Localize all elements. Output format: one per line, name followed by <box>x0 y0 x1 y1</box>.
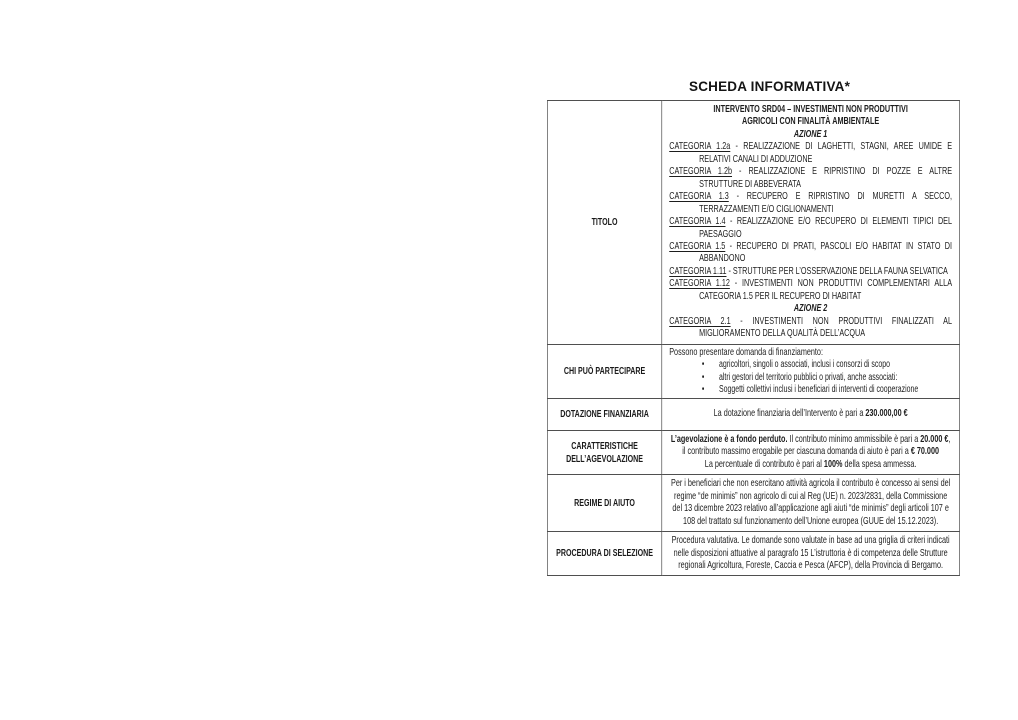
categoria-item <box>669 216 952 241</box>
info-table <box>547 100 953 576</box>
categoria-text: - RECUPERO E RIPRISTINO DI MURETTI A SECCO, TERRAZZAMENTI E/O CIGLIONAMENTI <box>699 191 953 215</box>
categoria-item <box>669 141 952 166</box>
row-content-dotazione <box>662 399 960 430</box>
intervento-heading-line2: AGRICOLI CON FINALITÀ AMBIENTALE <box>742 116 880 128</box>
list-item <box>669 372 952 384</box>
row-label-chi-puo: CHI PUÒ PARTECIPARE <box>547 344 661 399</box>
categoria-item <box>669 278 952 303</box>
agevolazione-bold-intro: L’agevolazione è a fondo perduto. <box>670 433 788 445</box>
document-title: SCHEDA INFORMATIVA* <box>689 79 851 94</box>
categoria-label: CATEGORIA 1.11 <box>669 265 727 277</box>
row-content-procedura: Procedura valutativa. Le domande sono valutate in base ad una griglia di criteri indicati nelle disposizioni attuative al paragrafo 15 L’istruttoria è di competenza delle Strutture regionali Agricoltura, Foreste, Caccia e Pesca (AFCP), della Provincia di Bergamo. <box>662 532 960 576</box>
categoria-text: - REALIZZAZIONE E RIPRISTINO DI POZZE E ALTRE STRUTTURE DI ABBEVERATA <box>699 166 953 190</box>
list-item <box>669 384 952 396</box>
categoria-text: - INVESTIMENTI NON PRODUTTIVI COMPLEMENTARI ALLA CATEGORIA 1.5 PER IL RECUPERO DI HABITAT <box>699 278 953 302</box>
list-item <box>669 359 952 371</box>
row-dotazione-finanziaria <box>547 399 959 430</box>
row-chi-puo-partecipare <box>547 344 959 399</box>
row-caratteristiche <box>547 430 959 474</box>
categoria-label: CATEGORIA 2.1 <box>669 315 731 327</box>
categoria-item <box>669 266 952 278</box>
row-content-chi-puo <box>662 344 960 399</box>
row-content-caratteristiche <box>662 430 960 474</box>
categoria-text: - STRUTTURE PER L’OSSERVAZIONE DELLA FAUNA SELVATICA <box>728 265 948 277</box>
row-label-caratteristiche: CARATTERISTICHE DELL’AGEVOLAZIONE <box>547 430 661 474</box>
categoria-label: CATEGORIA 1.3 <box>669 191 729 203</box>
bullet-icon: • <box>701 359 705 371</box>
categoria-label: CATEGORIA 1.12 <box>669 278 730 290</box>
azione-1-heading: AZIONE 1 <box>793 128 828 140</box>
categoria-text: - REALIZZAZIONE DI LAGHETTI, STAGNI, AREE UMIDE E RELATIVI CANALI DI ADDUZIONE <box>699 141 953 165</box>
row-titolo <box>547 101 959 345</box>
row-content-titolo <box>662 101 960 345</box>
percentuale-paragraph <box>671 459 951 471</box>
percentuale-value: 100% <box>823 458 843 470</box>
list-item-text: agricoltori, singoli o associati, inclusi i consorzi di scopo <box>718 359 890 371</box>
row-regime-di-aiuto <box>547 475 959 532</box>
row-procedura-di-selezione <box>547 532 959 576</box>
categoria-label: CATEGORIA 1.4 <box>669 216 726 228</box>
categoria-item <box>669 191 952 216</box>
row-label-procedura: PROCEDURA DI SELEZIONE <box>547 532 661 576</box>
agevolazione-text1: Il contributo minimo ammissibile è pari a <box>787 433 921 445</box>
list-item-text: Soggetti collettivi inclusi i beneficiari di interventi di cooperazione <box>718 383 919 395</box>
beneficiari-list <box>669 359 952 396</box>
categoria-label: CATEGORIA 1.2a <box>669 141 731 153</box>
agevolazione-paragraph <box>671 434 951 459</box>
categoria-label: CATEGORIA 1.2b <box>669 166 733 178</box>
row-content-regime: Per i beneficiari che non esercitano attività agricola il contributo è concesso ai sensi del regime “de minimis” non agricolo di cui al Reg (UE) n. 2023/2831, della Commissione del 13 dicembre 2023 relativo all’applicazione agli aiuti “de minimis” degli articoli 107 e 108 del trattato sul funzionamento dell’Unione europea (GUUE del 15.12.2023). <box>662 475 960 532</box>
categoria-item <box>669 166 952 191</box>
categoria-item <box>669 241 952 266</box>
contributo-massimo: € 70.000 <box>910 446 940 458</box>
dotazione-amount: 230.000,00 € <box>865 408 908 420</box>
categoria-label: CATEGORIA 1.5 <box>669 240 726 252</box>
categoria-text: - RECUPERO DI PRATI, PASCOLI E/O HABITAT IN STATO DI ABBANDONO <box>699 240 953 265</box>
row-label-regime: REGIME DI AIUTO <box>547 475 661 532</box>
categoria-item <box>669 316 952 341</box>
scheda-table <box>547 100 960 576</box>
intervento-heading-line1: INTERVENTO SRD04 – INVESTIMENTI NON PRODUTTIVI <box>713 104 908 115</box>
dotazione-text: La dotazione finanziaria dell’Intervento è pari a <box>713 408 866 420</box>
percentuale-text-before: La percentuale di contributo è pari al <box>704 458 824 470</box>
bullet-icon: • <box>701 383 705 395</box>
list-item-text: altri gestori del territorio pubblici o privati, anche associati: <box>718 371 898 383</box>
agevolazione-text2: , il contributo massimo erogabile per ciascuna domanda di aiuto è pari a <box>682 433 951 458</box>
categoria-text: - INVESTIMENTI NON PRODUTTIVI FINALIZZATI AL MIGLIORAMENTO DELLA QUALITÀ DELL’ACQUA <box>699 315 953 340</box>
contributo-minimo: 20.000 € <box>920 433 949 445</box>
percentuale-text-after: della spesa ammessa. <box>842 458 917 470</box>
chi-puo-intro: Possono presentare domanda di finanziamento: <box>669 346 823 358</box>
row-label-dotazione: DOTAZIONE FINANZIARIA <box>547 399 661 430</box>
azione-2-heading: AZIONE 2 <box>793 303 828 315</box>
row-label-titolo: TITOLO <box>547 101 661 345</box>
bullet-icon: • <box>701 371 705 383</box>
categoria-text: - REALIZZAZIONE E/O RECUPERO DI ELEMENTI TIPICI DEL PAESAGGIO <box>699 216 953 240</box>
